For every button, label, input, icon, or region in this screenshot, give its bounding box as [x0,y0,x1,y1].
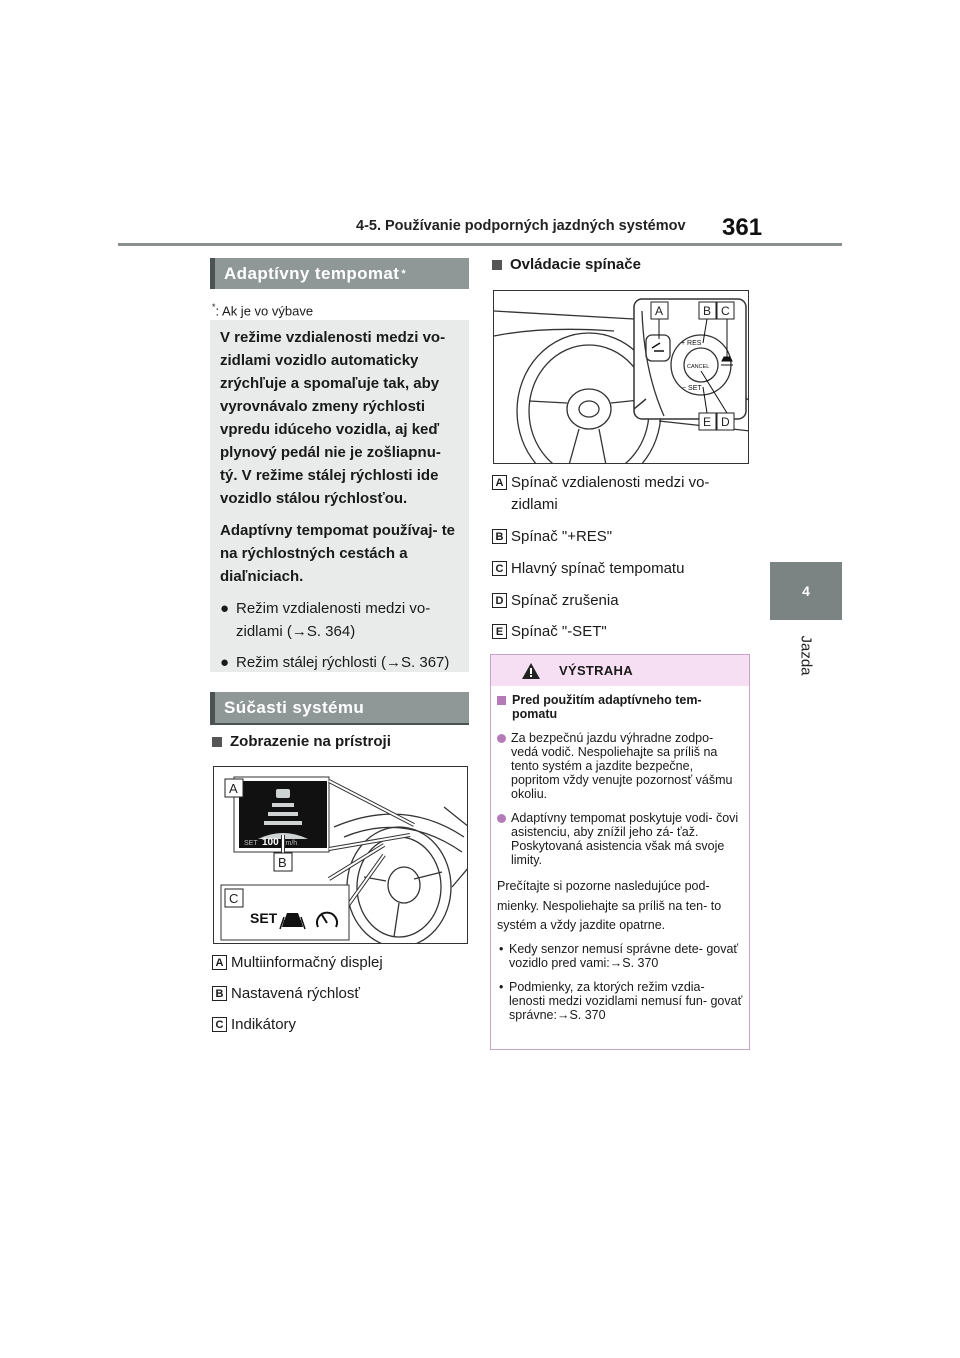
summary-paragraph-1: V režime vzdialenosti medzi vo- zidlami vozidlo automaticky zrýchľuje a spomaľuje tak, aby vyrovnávalo zmeny rýchlosti vpredu idúceho vozidla, aj keď plynový pedál nie je zošliapnu- tý. V režime stálej rýchlosti ide vozidlo stálou rýchlosťou. [220,329,446,507]
page-number: 361 [722,214,763,241]
display-unit: km/h [282,840,298,847]
legend-text: Spínač zrušenia [511,592,619,609]
legend-letter: C [492,561,507,576]
legend-letter: C [212,1017,227,1032]
warning-header [491,655,749,686]
mode-bullet-distance [220,597,461,643]
switch-label-a: A [655,304,664,318]
indicator-set-text: SET [250,910,278,926]
figure-label-a: A [229,781,238,796]
legend-text: Spínač "+RES" [511,528,613,545]
sub-heading-switches [492,256,641,273]
legend-text: Multiinformačný displej [231,954,383,971]
legend-letter: E [492,624,507,639]
warning-item-text: Za bezpečnú jazdu výhradne zodpo- vedá vodič. Nespoliehajte sa príliš na tento systém a jazdite bezpečne, popritom vždy venujte pozornosť vášmu okoliu. [511,731,733,801]
warning-title: VÝSTRAHA [559,663,633,678]
warning-dash-text: Kedy senzor nemusí správne dete- govať vozidlo pred vami:→S. 370 [509,941,739,970]
switch-label-c: C [721,304,730,318]
legend-letter: B [212,986,227,1001]
chapter-number: 4 [802,583,810,599]
display-speed: 100 [262,837,279,848]
footnote [212,302,313,318]
footnote-mark: * [212,302,216,312]
switch-label-e: E [703,415,712,429]
chapter-name: Jazda [797,634,815,676]
footnote-text: : Ak je vo výbave [215,303,314,319]
heading-text: Adaptívny tempomat [224,263,400,283]
bullet-dot-icon: ● [220,600,230,617]
warning-subhead [497,693,743,721]
legend-item-b [212,983,360,1005]
warning-box [490,654,750,1050]
switch-legend-b [492,526,612,548]
square-bullet-icon [497,696,506,705]
warning-subhead-text: Pred použitím adaptívneho tem- pomatu [512,693,702,721]
warning-dash-item [497,980,743,1022]
warning-paragraph: Prečítajte si pozorne nasledujúce pod- mienky. Nespoliehajte sa príliš na ten- to systém a vždy jazdite opatrne. [497,879,722,932]
heading-adaptive-cruise [210,258,469,289]
cancel-label: CANCEL [687,364,710,370]
warning-triangle-icon [521,662,541,680]
dash-bullet: • [499,941,504,956]
summary-paragraph-2: Adaptívny tempomat používaj- te na rýchlostných cestách a diaľniciach. [220,522,456,585]
heading-asterisk: * [401,267,407,280]
circle-bullet-icon [497,814,506,823]
switch-legend-d [492,590,619,612]
heading-system-components [210,692,469,723]
sub-heading-display [212,733,391,750]
legend-letter: A [212,955,227,970]
switch-label-b: B [703,304,712,318]
bullet-dot-icon: ● [220,654,230,671]
legend-item-c [212,1014,296,1036]
header-rule [118,243,842,246]
switch-legend-e [492,621,607,643]
square-bullet-icon [212,737,222,747]
legend-letter: D [492,593,507,608]
warning-dash-item [497,942,743,970]
chapter-label [784,630,828,680]
sub-heading-text: Ovládacie spínače [510,256,641,273]
bullet-text: Režim vzdialenosti medzi vo- zidlami (→S. 364) [236,600,431,640]
figure-label-c: C [229,891,239,906]
switch-label-d: D [721,415,730,429]
instrument-display-illustration [214,767,468,944]
bullet-text: Režim stálej rýchlosti (→S. 367) [236,654,450,671]
section-title: 4-5. Používanie podporných jazdných systémov [356,218,686,234]
warning-item-text: Adaptívny tempomat poskytuje vodi- čovi asistenciu, aby znížil jeho zá- ťaž. Poskytovaná asistencia však má svoje limity. [511,811,739,867]
legend-text: Indikátory [231,1016,297,1033]
display-set-label: SET [244,840,258,847]
legend-text: Spínač vzdialenosti medzi vo- zidlami [511,474,710,513]
figure-label-b: B [278,855,287,870]
legend-text: Spínač "-SET" [511,623,607,640]
switch-legend-a [492,472,742,516]
circle-bullet-icon [497,734,506,743]
legend-item-a [212,952,383,974]
res-label: + RES [681,340,702,347]
heading-rule [210,723,469,725]
legend-text: Hlavný spínač tempomatu [511,560,685,577]
legend-letter: B [492,529,507,544]
legend-text: Nastavená rýchlosť [231,985,361,1002]
heading-text: Súčasti systému [224,697,365,717]
warning-item [497,731,743,801]
warning-item [497,811,743,867]
warning-dash-text: Podmienky, za ktorých režim vzdia- lenosti medzi vozidlami nemusí fun- govať správne:→S. 370 [509,979,743,1022]
square-bullet-icon [492,260,502,270]
dash-bullet: • [499,979,504,994]
legend-letter: A [492,475,507,490]
figure-instrument-display [213,766,468,944]
set-label: − SET [682,385,702,392]
switch-legend-c [492,558,684,580]
steering-switches-illustration [494,291,749,464]
summary-box [210,320,469,672]
sub-heading-text: Zobrazenie na prístroji [230,733,391,750]
chapter-tab[interactable] [770,562,842,620]
mode-bullet-constant [220,651,461,674]
figure-control-switches [493,290,749,464]
